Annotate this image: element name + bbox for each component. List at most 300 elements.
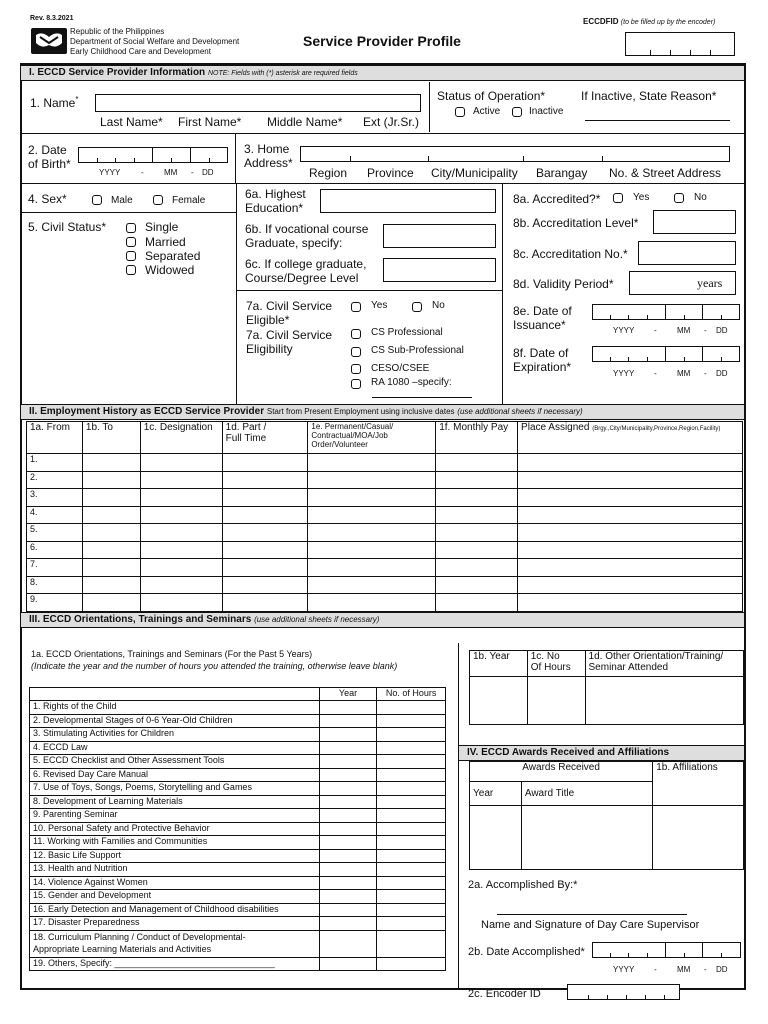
- training-year-cell[interactable]: [319, 728, 377, 742]
- training-row: [30, 863, 446, 877]
- employment-cell[interactable]: [222, 524, 308, 542]
- employment-cell[interactable]: [436, 541, 518, 559]
- employment-cell[interactable]: [82, 559, 140, 577]
- accreditation-level-input[interactable]: [653, 210, 736, 234]
- employment-cell[interactable]: [222, 489, 308, 507]
- eccdfid-tick: [710, 50, 711, 55]
- other-trainings-row: [470, 677, 744, 725]
- dob-label-line2: of Birth*: [28, 157, 71, 171]
- employment-cell[interactable]: [82, 471, 140, 489]
- date-separator: [702, 942, 703, 958]
- other-hours-cell[interactable]: [527, 677, 585, 725]
- dob-tick: [115, 158, 116, 163]
- training-year-cell[interactable]: [319, 782, 377, 796]
- employment-cell[interactable]: [518, 524, 743, 542]
- accomplished-by-label: 2a. Accomplished By:*: [468, 879, 578, 891]
- col-from: 1a. From: [27, 422, 83, 454]
- training-title: 13. Health and Nutrition: [30, 863, 320, 877]
- col-to: 1b. To: [82, 422, 140, 454]
- ra1080-checkbox[interactable]: [351, 379, 361, 389]
- signature-line[interactable]: [497, 914, 687, 915]
- training-hours-cell[interactable]: [377, 822, 446, 836]
- employment-cell[interactable]: [140, 454, 222, 472]
- training-year-cell[interactable]: [319, 741, 377, 755]
- other-col-year: 1b. Year: [470, 651, 528, 677]
- employment-row-number[interactable]: 3.: [27, 489, 83, 507]
- employment-cell[interactable]: [436, 454, 518, 472]
- training-hours-cell[interactable]: [377, 741, 446, 755]
- eccdfid-text: ECCDFID: [583, 17, 619, 26]
- training-year-cell[interactable]: [319, 903, 377, 917]
- employment-row-number[interactable]: 9.: [27, 594, 83, 612]
- training-row: [30, 849, 446, 863]
- divider: [236, 183, 237, 405]
- training-year-cell[interactable]: [319, 890, 377, 904]
- expiration-dd: DD: [716, 369, 728, 378]
- training-year-cell[interactable]: [319, 701, 377, 715]
- education-label: [245, 187, 306, 215]
- training-title: 15. Gender and Development: [30, 890, 320, 904]
- sex-label: 4. Sex*: [28, 192, 67, 206]
- city-label: City/Municipality: [431, 166, 518, 180]
- employment-cell[interactable]: [518, 594, 743, 612]
- employment-row: [27, 559, 743, 577]
- address-tick: [350, 156, 351, 161]
- accredited-yes-checkbox[interactable]: [613, 193, 623, 203]
- training-row: [30, 822, 446, 836]
- col-place-note: (Brgy.,City/Municipality,Province,Region,Facility): [592, 426, 721, 432]
- employment-row: [27, 524, 743, 542]
- training-row: [30, 714, 446, 728]
- expiration-label-line1: 8f. Date of: [513, 346, 569, 360]
- education-input[interactable]: [320, 189, 496, 213]
- training-hours-cell[interactable]: [377, 957, 446, 970]
- cs-eligibility-line1: 7a. Civil Service: [246, 328, 333, 342]
- education-label-line1: 6a. Highest: [245, 187, 306, 201]
- training-row: [30, 701, 446, 715]
- training-row: [30, 728, 446, 742]
- training-title: 5. ECCD Checklist and Other Assessment Tools: [30, 755, 320, 769]
- dob-label: [28, 143, 71, 171]
- training-title: 1. Rights of the Child: [30, 701, 320, 715]
- training-hours-cell[interactable]: [377, 890, 446, 904]
- issuance-label-line2: Issuance*: [513, 318, 566, 332]
- encoder-tick: [645, 995, 646, 1000]
- encoder-tick: [664, 995, 665, 1000]
- encoder-tick: [607, 995, 608, 1000]
- employment-cell[interactable]: [518, 506, 743, 524]
- row-divider: [21, 212, 236, 213]
- section-2-header: [21, 404, 744, 420]
- training-hours-cell[interactable]: [377, 701, 446, 715]
- other-col-hours-line2: Of Hours: [530, 662, 571, 673]
- employment-cell[interactable]: [140, 506, 222, 524]
- married-checkbox[interactable]: [126, 237, 136, 247]
- training-year-cell[interactable]: [319, 809, 377, 823]
- training-year-cell[interactable]: [319, 755, 377, 769]
- divider: [235, 133, 236, 183]
- employment-row-number[interactable]: 5.: [27, 524, 83, 542]
- section-1-header: [21, 65, 744, 81]
- trainings-intro: [31, 648, 397, 672]
- employment-cell[interactable]: [308, 489, 436, 507]
- ceso-checkbox[interactable]: [351, 364, 361, 374]
- accredited-label: 8a. Accredited?*: [513, 192, 601, 206]
- award-title-cell[interactable]: [521, 806, 652, 870]
- name-input[interactable]: [95, 94, 421, 112]
- col-permanent-line3: Order/Volunteer: [311, 440, 368, 449]
- ext-label: Ext (Jr.Sr.): [363, 115, 420, 129]
- awards-table: [469, 761, 744, 870]
- widowed-checkbox[interactable]: [126, 265, 136, 275]
- separated-label: Separated: [145, 249, 201, 263]
- training-row: [30, 809, 446, 823]
- training-year-cell[interactable]: [319, 849, 377, 863]
- training-18-line2: Appropriate Learning Materials and Activities: [33, 943, 212, 954]
- trainings-table: [29, 687, 446, 971]
- row-divider: [236, 290, 502, 291]
- eccdfid-tick: [650, 50, 651, 55]
- employment-row: [27, 471, 743, 489]
- issuance-label: [513, 304, 572, 332]
- inactive-reason-label: If Inactive, State Reason*: [581, 89, 717, 103]
- employment-cell[interactable]: [140, 541, 222, 559]
- awards-header: [470, 762, 744, 782]
- expiration-date-input[interactable]: [592, 346, 740, 362]
- training-year-cell[interactable]: [319, 930, 377, 957]
- other-title-cell[interactable]: [585, 677, 743, 725]
- college-label: [245, 257, 366, 285]
- training-row: [30, 917, 446, 931]
- training-hours-cell[interactable]: [377, 930, 446, 957]
- awards-row: [470, 806, 744, 870]
- encoder-tick: [626, 995, 627, 1000]
- date-tick: [721, 357, 722, 362]
- name-label: 1. Name*: [30, 95, 79, 110]
- training-hours-cell[interactable]: [377, 876, 446, 890]
- col-designation: 1c. Designation: [140, 422, 222, 454]
- date-tick: [647, 315, 648, 320]
- eccdfid-tick: [690, 50, 691, 55]
- training-year-cell[interactable]: [319, 795, 377, 809]
- employment-cell[interactable]: [82, 489, 140, 507]
- training-row: [30, 755, 446, 769]
- eccdfid-note: (to be filled up by the encoder): [620, 19, 716, 26]
- training-row: [30, 836, 446, 850]
- training-hours-cell[interactable]: [377, 903, 446, 917]
- training-title: [30, 930, 320, 957]
- training-year-cell[interactable]: [319, 863, 377, 877]
- employment-cell[interactable]: [308, 576, 436, 594]
- row-divider: [21, 183, 744, 184]
- cs-eligible-no-checkbox[interactable]: [412, 302, 422, 312]
- employment-cell[interactable]: [518, 454, 743, 472]
- employment-cell[interactable]: [436, 506, 518, 524]
- male-checkbox[interactable]: [92, 195, 102, 205]
- affiliation-cell[interactable]: [653, 806, 744, 870]
- inactive-reason-line[interactable]: [585, 120, 730, 121]
- region-label: Region: [309, 166, 348, 180]
- accredited-no-label: No: [694, 192, 707, 203]
- section-2-title: II. Employment History as ECCD Service Provider: [29, 406, 265, 417]
- employment-cell[interactable]: [308, 541, 436, 559]
- employment-cell[interactable]: [140, 594, 222, 612]
- section-1-title: I. ECCD Service Provider Information: [29, 67, 206, 78]
- date-separator: [665, 304, 666, 320]
- employment-cell[interactable]: [140, 524, 222, 542]
- employment-cell[interactable]: [222, 594, 308, 612]
- awards-received-header: Awards Received: [470, 762, 653, 782]
- divider: [429, 82, 430, 132]
- employment-header-row: [27, 422, 743, 454]
- training-hours-cell[interactable]: [377, 782, 446, 796]
- employment-row: [27, 576, 743, 594]
- single-label: Single: [145, 220, 179, 234]
- dswd-logo-icon: [30, 27, 68, 55]
- accreditation-no-label: 8c. Accreditation No.*: [513, 247, 628, 261]
- dob-input[interactable]: [78, 147, 228, 163]
- date-tick: [684, 315, 685, 320]
- separated-checkbox[interactable]: [126, 251, 136, 261]
- agency-name: [70, 27, 239, 57]
- training-row: [30, 741, 446, 755]
- employment-cell[interactable]: [222, 541, 308, 559]
- employment-cell[interactable]: [308, 594, 436, 612]
- civil-status-label: 5. Civil Status*: [28, 220, 107, 234]
- widowed-label: Widowed: [145, 263, 195, 277]
- training-year-cell[interactable]: [319, 917, 377, 931]
- training-title: 14. Violence Against Women: [30, 876, 320, 890]
- training-title: 17. Disaster Preparedness: [30, 917, 320, 931]
- training-title: 6. Revised Day Care Manual: [30, 768, 320, 782]
- expiration-yyyy: YYYY: [613, 369, 635, 378]
- date-separator: [665, 346, 666, 362]
- date-tick: [628, 315, 629, 320]
- name-label-text: 1. Name: [30, 96, 76, 110]
- other-col-hours-line1: 1c. No: [530, 651, 560, 662]
- date-tick: [610, 953, 611, 958]
- expiration-label-line2: Expiration*: [513, 360, 572, 374]
- training-year-cell[interactable]: [319, 876, 377, 890]
- accreditation-level-label: 8b. Accreditation Level*: [513, 216, 639, 230]
- employment-cell[interactable]: [518, 541, 743, 559]
- training-hours-cell[interactable]: [377, 728, 446, 742]
- employment-cell[interactable]: [140, 471, 222, 489]
- address-input[interactable]: [300, 146, 730, 162]
- employment-cell[interactable]: [308, 559, 436, 577]
- inactive-checkbox[interactable]: [512, 107, 522, 117]
- employment-cell[interactable]: [82, 506, 140, 524]
- employment-row-number[interactable]: 2.: [27, 471, 83, 489]
- college-input[interactable]: [383, 258, 496, 282]
- eccdfid-input[interactable]: [625, 32, 735, 56]
- first-name-label: First Name*: [178, 115, 242, 129]
- date-tick: [610, 357, 611, 362]
- employment-cell[interactable]: [436, 594, 518, 612]
- cs-professional-checkbox[interactable]: [351, 329, 361, 339]
- vocational-label: [245, 222, 368, 250]
- eccdfid-tick: [670, 50, 671, 55]
- training-year-cell[interactable]: [319, 768, 377, 782]
- employment-cell[interactable]: [222, 506, 308, 524]
- employment-row-number[interactable]: 6.: [27, 541, 83, 559]
- employment-cell[interactable]: [82, 576, 140, 594]
- employment-cell[interactable]: [436, 576, 518, 594]
- employment-row-number[interactable]: 8.: [27, 576, 83, 594]
- training-year-cell[interactable]: [319, 957, 377, 970]
- date-tick: [628, 953, 629, 958]
- training-hours-cell[interactable]: [377, 863, 446, 877]
- training-row: [30, 782, 446, 796]
- dob-yyyy: YYYY: [99, 168, 121, 177]
- male-label: Male: [111, 195, 133, 206]
- training-title: 10. Personal Safety and Protective Behavior: [30, 822, 320, 836]
- training-hours-cell[interactable]: [377, 836, 446, 850]
- employment-cell[interactable]: [308, 524, 436, 542]
- employment-cell[interactable]: [436, 489, 518, 507]
- other-trainings-header: [470, 651, 744, 677]
- training-row: [30, 890, 446, 904]
- employment-row: [27, 489, 743, 507]
- employment-cell[interactable]: [518, 576, 743, 594]
- trainings-intro-line2: (Indicate the year and the number of hours you attended the training, otherwise leave blank): [31, 661, 398, 671]
- employment-row-number[interactable]: 7.: [27, 559, 83, 577]
- revision-label: Rev. 8.3.2021: [30, 15, 74, 22]
- employment-cell[interactable]: [140, 576, 222, 594]
- training-hours-cell[interactable]: [377, 917, 446, 931]
- married-label: Married: [145, 235, 186, 249]
- employment-cell[interactable]: [140, 489, 222, 507]
- training-col-hours: No. of Hours: [377, 688, 446, 701]
- training-hours-cell[interactable]: [377, 809, 446, 823]
- dob-tick: [134, 158, 135, 163]
- address-label-line1: 3. Home: [244, 142, 290, 156]
- training-year-cell[interactable]: [319, 714, 377, 728]
- training-hours-cell[interactable]: [377, 768, 446, 782]
- employment-cell[interactable]: [308, 454, 436, 472]
- employment-cell[interactable]: [518, 471, 743, 489]
- employment-cell[interactable]: [436, 559, 518, 577]
- training-title: 12. Basic Life Support: [30, 849, 320, 863]
- cs-subprofessional-label: CS Sub-Professional: [371, 345, 464, 356]
- other-col-title-line2: Seminar Attended: [588, 662, 669, 673]
- dob-tick: [97, 158, 98, 163]
- employment-cell[interactable]: [222, 559, 308, 577]
- dob-tick: [171, 158, 172, 163]
- status-label: Status of Operation*: [437, 89, 546, 103]
- encoder-id-label: 2c. Encoder ID: [468, 988, 541, 1000]
- cs-eligible-yes-label: Yes: [371, 300, 388, 311]
- other-year-cell[interactable]: [470, 677, 528, 725]
- employment-row: [27, 541, 743, 559]
- training-title: 11. Working with Families and Communities: [30, 836, 320, 850]
- training-year-cell[interactable]: [319, 836, 377, 850]
- date-tick: [647, 953, 648, 958]
- active-checkbox[interactable]: [455, 107, 465, 117]
- employment-cell[interactable]: [222, 454, 308, 472]
- training-row: [30, 795, 446, 809]
- employment-cell[interactable]: [82, 454, 140, 472]
- employment-cell[interactable]: [436, 471, 518, 489]
- province-label: Province: [367, 166, 414, 180]
- active-label: Active: [473, 106, 501, 117]
- training-col-title: [30, 688, 320, 701]
- training-hours-cell[interactable]: [377, 755, 446, 769]
- employment-cell[interactable]: [308, 506, 436, 524]
- issuance-dash: -: [654, 326, 657, 335]
- barangay-label: Barangay: [536, 166, 588, 180]
- validity-label: 8d. Validity Period*: [513, 277, 614, 291]
- accredited-no-checkbox[interactable]: [674, 193, 684, 203]
- training-hours-cell[interactable]: [377, 795, 446, 809]
- female-checkbox[interactable]: [153, 195, 163, 205]
- dob-dash: -: [141, 168, 144, 177]
- col-permanent-line1: 1e. Permanent/Casual/: [311, 422, 394, 431]
- employment-cell[interactable]: [308, 471, 436, 489]
- date-separator: [702, 304, 703, 320]
- employment-row-number[interactable]: 4.: [27, 506, 83, 524]
- issuance-label-line1: 8e. Date of: [513, 304, 572, 318]
- vocational-input[interactable]: [383, 224, 496, 248]
- training-row-19: [30, 957, 446, 970]
- expiration-dash: -: [654, 369, 657, 378]
- signature-label: Name and Signature of Day Care Supervisor: [481, 919, 700, 931]
- dob-tick: [209, 158, 210, 163]
- employment-cell[interactable]: [82, 594, 140, 612]
- ra1080-label: RA 1080 –specify:: [371, 377, 452, 388]
- vocational-label-line2: Graduate, specify:: [245, 236, 343, 250]
- employment-cell[interactable]: [222, 576, 308, 594]
- employment-cell[interactable]: [518, 489, 743, 507]
- address-label-line2: Address*: [244, 156, 293, 170]
- award-year-cell[interactable]: [470, 806, 522, 870]
- training-title: 2. Developmental Stages of 0-6 Year-Old Children: [30, 714, 320, 728]
- employment-row-number[interactable]: 1.: [27, 454, 83, 472]
- employment-cell[interactable]: [222, 471, 308, 489]
- employment-cell[interactable]: [140, 559, 222, 577]
- training-row: [30, 768, 446, 782]
- issuance-date-input[interactable]: [592, 304, 740, 320]
- issuance-dd: DD: [716, 326, 728, 335]
- address-tick: [602, 156, 603, 161]
- employment-cell[interactable]: [82, 524, 140, 542]
- employment-cell[interactable]: [518, 559, 743, 577]
- accreditation-no-input[interactable]: [638, 241, 736, 265]
- accomplished-dd: DD: [716, 965, 728, 974]
- col-permanent: [308, 422, 436, 454]
- encoder-tick: [588, 995, 589, 1000]
- training-hours-cell[interactable]: [377, 714, 446, 728]
- training-title: 19. Others, Specify: ________________________________: [30, 957, 320, 970]
- accredited-yes-label: Yes: [633, 192, 650, 203]
- training-year-cell[interactable]: [319, 822, 377, 836]
- training-hours-cell[interactable]: [377, 849, 446, 863]
- date-accomplished-input[interactable]: [592, 942, 741, 958]
- ra1080-specify-line[interactable]: [372, 397, 472, 398]
- vocational-label-line1: 6b. If vocational course: [245, 222, 369, 236]
- employment-cell[interactable]: [436, 524, 518, 542]
- dob-separator: [190, 147, 191, 163]
- page-title: Service Provider Profile: [303, 33, 461, 49]
- single-checkbox[interactable]: [126, 223, 136, 233]
- section-2-note-italic: (use additional sheets if necessary): [457, 407, 583, 416]
- cs-eligible-yes-checkbox[interactable]: [351, 302, 361, 312]
- ceso-label: CESO/CSEE: [371, 363, 430, 374]
- education-label-line2: Education*: [245, 201, 304, 215]
- cs-subprofessional-checkbox[interactable]: [351, 347, 361, 357]
- section-4-title: IV. ECCD Awards Received and Affiliations: [467, 747, 670, 758]
- employment-cell[interactable]: [82, 541, 140, 559]
